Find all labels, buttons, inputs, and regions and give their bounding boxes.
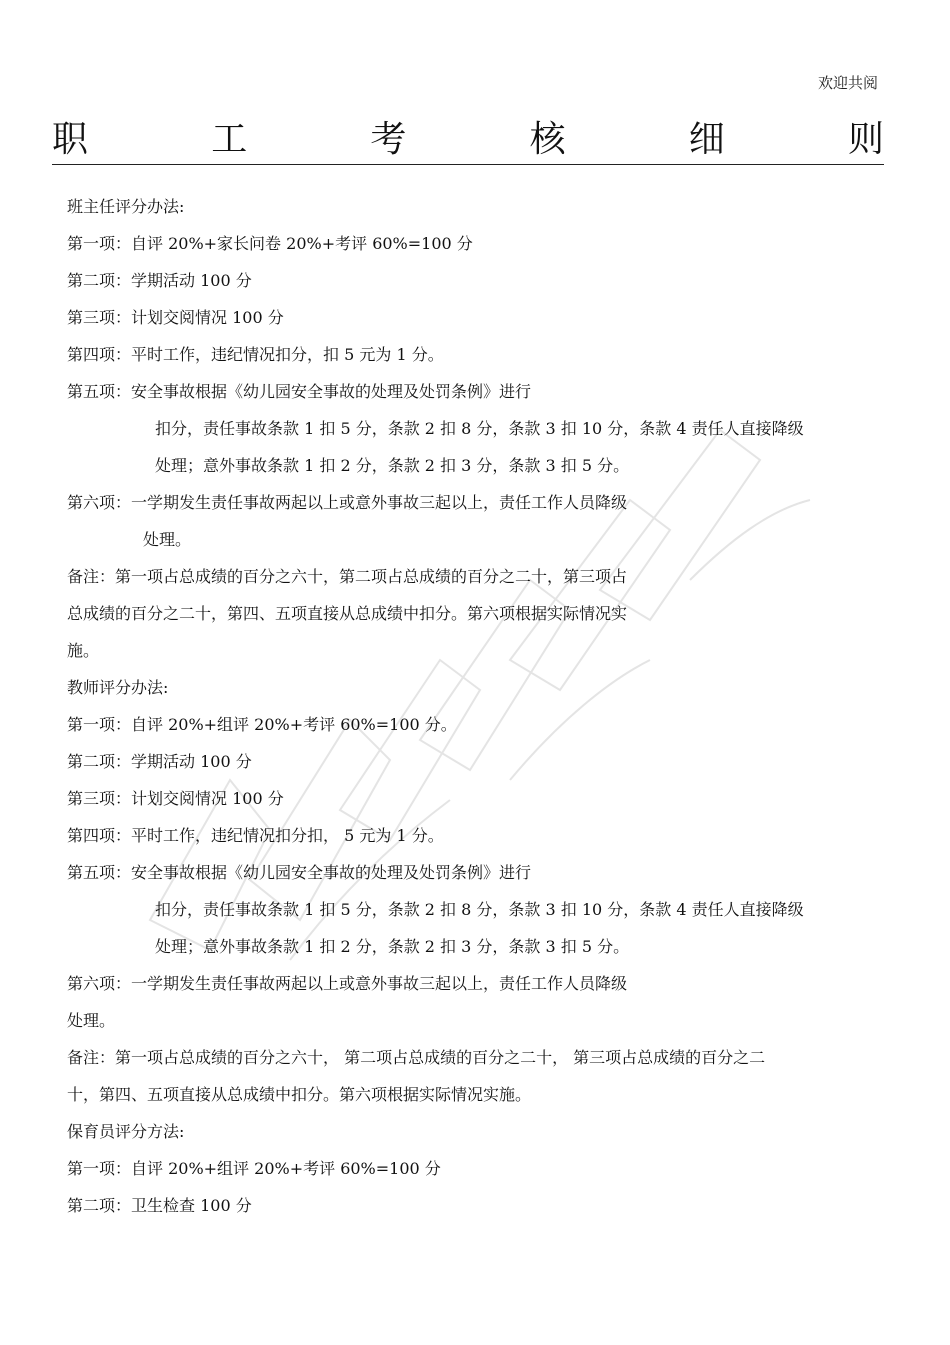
text-line: 第五项：安全事故根据《幼儿园安全事故的处理及处罚条例》进行 bbox=[67, 863, 532, 882]
section-heading-teacher: 教师评分办法: bbox=[67, 678, 169, 697]
text-line: 第一项：自评 20%+组评 20%+考评 60%=100 分 bbox=[67, 1159, 441, 1178]
note-line: 备注：第一项占总成绩的百分之六十，第二项占总成绩的百分之二十，第三项占 bbox=[67, 567, 628, 586]
text-line-indented: 处理；意外事故条款 1 扣 2 分，条款 2 扣 3 分，条款 3 扣 5 分。 bbox=[155, 937, 630, 956]
text-line: 第四项：平时工作，违纪情况扣分扣， 5 元为 1 分。 bbox=[67, 826, 444, 845]
section-heading-childcare-worker: 保育员评分方法: bbox=[67, 1122, 185, 1141]
text-line-indented: 扣分，责任事故条款 1 扣 5 分，条款 2 扣 8 分，条款 3 扣 10 分，条款 4 责任人直接降级 bbox=[155, 900, 804, 919]
text-line-indented: 扣分，责任事故条款 1 扣 5 分，条款 2 扣 8 分，条款 3 扣 10 分，条款 4 责任人直接降级 bbox=[155, 419, 804, 438]
text-line: 第三项：计划交阅情况 100 分 bbox=[67, 308, 284, 327]
page-title bbox=[52, 120, 884, 165]
text-line: 第二项：学期活动 100 分 bbox=[67, 752, 252, 771]
section-heading-head-teacher: 班主任评分办法: bbox=[67, 197, 185, 216]
text-line-indented: 处理。 bbox=[143, 530, 192, 549]
title-char: 则 bbox=[847, 119, 884, 160]
text-line: 第一项：自评 20%+组评 20%+考评 60%=100 分。 bbox=[67, 715, 457, 734]
note-line: 备注：第一项占总成绩的百分之六十， 第二项占总成绩的百分之二十， 第三项占总成绩的百分之二 bbox=[67, 1048, 766, 1067]
text-line: 第二项：卫生检查 100 分 bbox=[67, 1196, 252, 1215]
text-line: 第一项：自评 20%+家长问卷 20%+考评 60%=100 分 bbox=[67, 234, 473, 253]
title-char: 细 bbox=[688, 119, 725, 160]
document-body bbox=[67, 188, 887, 1224]
text-line: 第五项：安全事故根据《幼儿园安全事故的处理及处罚条例》进行 bbox=[67, 382, 532, 401]
text-line-indented: 处理；意外事故条款 1 扣 2 分，条款 2 扣 3 分，条款 3 扣 5 分。 bbox=[155, 456, 630, 475]
title-char: 考 bbox=[370, 119, 407, 160]
title-char: 核 bbox=[529, 119, 566, 160]
text-line: 第六项：一学期发生责任事故两起以上或意外事故三起以上，责任工作人员降级 bbox=[67, 493, 628, 512]
text-line: 处理。 bbox=[67, 1011, 116, 1030]
header-note: 欢迎共阅 bbox=[817, 74, 878, 92]
text-line: 第二项：学期活动 100 分 bbox=[67, 271, 252, 290]
note-line: 施。 bbox=[67, 641, 100, 660]
title-char: 职 bbox=[52, 119, 89, 160]
text-line: 第三项：计划交阅情况 100 分 bbox=[67, 789, 284, 808]
title-char: 工 bbox=[211, 119, 248, 160]
note-line: 总成绩的百分之二十，第四、五项直接从总成绩中扣分。第六项根据实际情况实 bbox=[67, 604, 628, 623]
text-line: 第六项：一学期发生责任事故两起以上或意外事故三起以上，责任工作人员降级 bbox=[67, 974, 628, 993]
text-line: 第四项：平时工作，违纪情况扣分，扣 5 元为 1 分。 bbox=[67, 345, 444, 364]
note-line: 十，第四、五项直接从总成绩中扣分。第六项根据实际情况实施。 bbox=[67, 1085, 532, 1104]
